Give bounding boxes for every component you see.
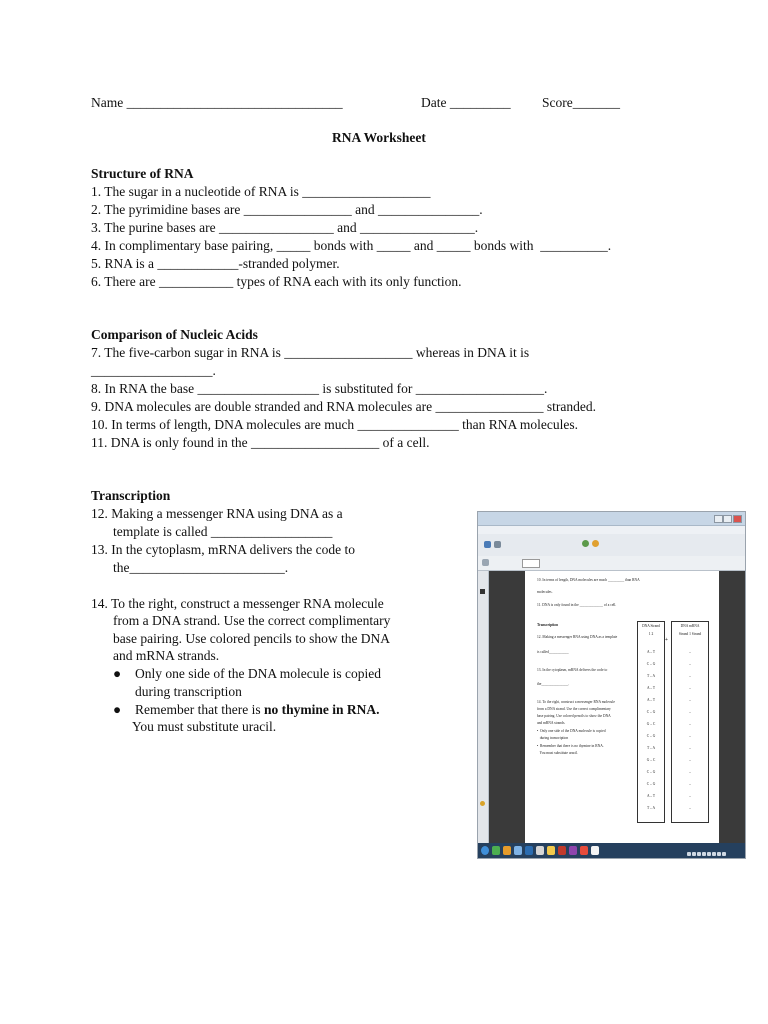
base-pair: C – G [646,662,656,666]
taskbar-app-icon [569,846,577,855]
toolbar-icon [592,540,599,547]
embedded-screenshot [477,511,746,859]
blank-dash: – [689,650,691,654]
bullet-2-text: Remember that there is [135,702,264,717]
viewer-toolbar [478,534,745,557]
name-field: Name ________________________________ [91,95,343,110]
base-pair: T – A [646,746,656,750]
question-1: 1. The sugar in a nucleotide of RNA is ___________________ [91,184,431,199]
question-10: 10. In terms of length, DNA molecules are much _______________ than RNA molecules. [91,417,579,432]
question-12-continued: template is called __________________ [113,524,333,539]
question-14-line-3: base pairing. Use colored pencils to show the DNA [113,631,391,646]
page-line: 14. To the right, construct a messenger RNA molecule [537,700,615,704]
taskbar-app-icon [514,846,522,855]
question-5: 5. RNA is a ____________-stranded polymer. [91,256,340,271]
bullet-item-2: ● Remember that there is no thymine in RNA. [113,702,380,717]
page-line: You must substitute uracil. [537,751,578,755]
question-14: 14. To the right, construct a messenger RNA molecule [91,596,384,611]
blank-dash: – [689,782,691,786]
taskbar-app-icon [591,846,599,855]
question-2: 2. The pyrimidine bases are ________________ and _______________. [91,202,483,217]
question-14-line-2: from a DNA strand. Use the correct complimentary [113,613,391,628]
question-7: 7. The five-carbon sugar in RNA is ___________________ whereas in DNA it is [91,345,530,360]
windows-taskbar [478,843,745,858]
plus-sign: + [665,637,668,643]
base-pair: T – A [646,674,656,678]
page-line: from a DNA strand. Use the correct complimentary [537,707,611,711]
blank-dash: – [689,698,691,702]
question-6: 6. There are ___________ types of RNA each with its only function. [91,274,462,289]
base-pair: G – C [646,722,656,726]
question-7-continued: __________________. [91,363,216,378]
page-line: • Remember that there is no thymine in RNA. [537,744,604,748]
system-tray [687,845,741,855]
taskbar-app-icon [525,846,533,855]
bullet-2-continued: You must substitute uracil. [132,719,277,734]
dna-strand-table [637,621,665,823]
mrna-strand-table [671,621,709,823]
base-pair: T – A [646,806,656,810]
base-pair: C – G [646,782,656,786]
score-field: Score_______ [542,95,620,110]
bullet-1-continued: during transcription [135,684,242,699]
window-titlebar [478,512,745,526]
page-line: Transcription [537,623,559,627]
page-line: 10. In terms of length, DNA molecules are much _________ than RNA [537,578,640,582]
page-line: base pairing. Use colored pencils to show the DNA [537,714,611,718]
base-pair: C – G [646,710,656,714]
toolbar-icon [494,541,501,548]
page-line: 11. DNA is only found in the _____________ of a cell. [537,603,617,607]
question-14-line-4: and mRNA strands. [113,648,220,663]
toolbar-icon [482,559,489,566]
blank-dash: – [689,686,691,690]
section-heading-structure: Structure of RNA [91,166,194,181]
menu-bar [478,526,745,534]
page-line: 13. In the cytoplasm, mRNA delivers the code to [537,668,608,672]
table-header: DNA mRNA [680,624,700,628]
search-input [522,559,540,568]
taskbar-app-icon [503,846,511,855]
toolbar-icon [582,540,589,547]
page-line: and mRNA strands. [537,721,566,725]
page-line: molecules. [537,590,553,594]
taskbar-app-icon [492,846,500,855]
blank-dash: – [689,710,691,714]
base-pair: G – C [646,758,656,762]
bullet-item-1: ● Only one side of the DNA molecule is copied [113,666,381,681]
document-area [489,571,745,843]
blank-dash: – [689,770,691,774]
maximize-icon [723,515,732,523]
base-pair: C – G [646,734,656,738]
blank-dash: – [689,734,691,738]
blank-dash: – [689,806,691,810]
worksheet-title: RNA Worksheet [332,130,426,145]
bullet-2-bold: no thymine in RNA. [263,702,380,717]
base-pair: A – T [646,686,656,690]
close-icon [733,515,742,523]
page-line: is called___________ [537,650,569,654]
table-header: DNA Strand [642,624,660,628]
section-heading-transcription: Transcription [91,488,171,503]
page-line: during transcription [537,736,569,740]
question-11: 11. DNA is only found in the ___________________ of a cell. [91,435,430,450]
date-field: Date _________ [421,95,511,110]
viewer-toolbar-secondary [478,556,745,571]
minimize-icon [714,515,723,523]
panel-icon [480,589,485,594]
page-line: • Only one side of the DNA molecule is copied [537,729,606,733]
table-header: Strand 1 Strand [678,632,702,636]
toolbar-icon [484,541,491,548]
blank-dash: – [689,662,691,666]
taskbar-app-icon [558,846,566,855]
question-8: 8. In RNA the base __________________ is substituted for ___________________. [91,381,548,396]
base-pair: A – T [646,698,656,702]
start-icon [481,846,489,855]
blank-dash: – [689,758,691,762]
question-4: 4. In complimentary base pairing, _____ bonds with _____ and _____ bonds with __________. [91,238,612,253]
base-pair: A – T [646,794,656,798]
blank-dash: – [689,794,691,798]
page-line: 12. Making a messenger RNA using DNA as a template [537,635,618,639]
blank-dash: – [689,746,691,750]
question-9: 9. DNA molecules are double stranded and RNA molecules are ________________ stranded. [91,399,597,414]
panel-icon [480,801,485,806]
base-pair: A – T [646,650,656,654]
taskbar-app-icon [536,846,544,855]
question-13: 13. In the cytoplasm, mRNA delivers the code to [91,542,355,557]
blank-dash: – [689,674,691,678]
viewer-sidebar [478,571,489,843]
section-heading-comparison: Comparison of Nucleic Acids [91,327,258,342]
blank-dash: – [689,722,691,726]
document-page [525,571,719,843]
question-12: 12. Making a messenger RNA using DNA as a [91,506,343,521]
taskbar-app-icon [580,846,588,855]
base-pair: C – G [646,770,656,774]
question-3: 3. The purine bases are _________________ and _________________. [91,220,479,235]
page-line: the_______________. [537,682,570,686]
bullet-1-text: Only one side of the DNA molecule is copied [135,666,381,681]
table-header: 1 2 [648,632,654,636]
taskbar-app-icon [547,846,555,855]
question-13-continued: the_______________________. [113,560,289,575]
